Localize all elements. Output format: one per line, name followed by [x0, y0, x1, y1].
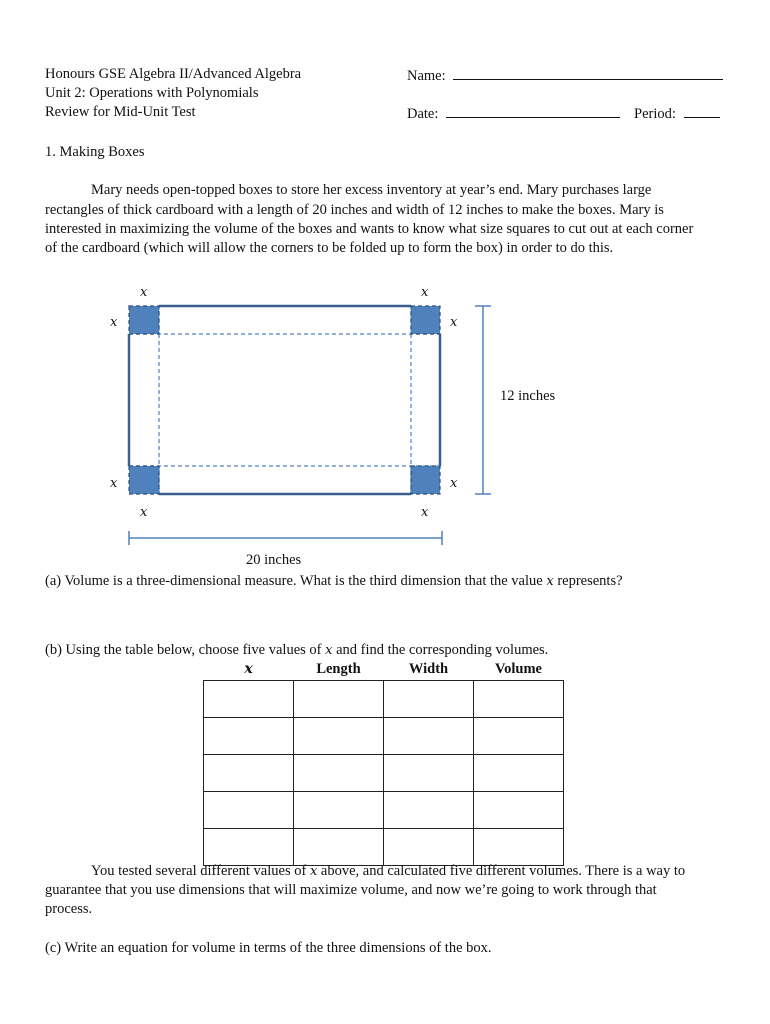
table-row — [204, 828, 564, 865]
table-cell[interactable] — [384, 717, 474, 754]
followup-text-2: above, and calculated five different volumes. There is a way to — [317, 863, 686, 879]
table-cell[interactable] — [204, 754, 294, 791]
fold-lines — [129, 306, 440, 494]
x-label-top-left: x — [140, 285, 148, 300]
x-label-bottom-right: x — [421, 505, 429, 520]
corner-square-top-right — [411, 306, 440, 334]
table-cell[interactable] — [204, 828, 294, 865]
question-a-var: x — [546, 574, 554, 589]
intro-line-3: interested in maximizing the volume of the boxes and wants to know what size squares to cut out at each corner — [45, 221, 694, 237]
problem-heading: 1. Making Boxes — [45, 144, 145, 160]
table-row — [204, 791, 564, 828]
intro-line-2: rectangles of thick cardboard with a length of 20 inches and width of 12 inches to make the boxes. Mary is — [45, 202, 664, 218]
date-label: Date: — [407, 106, 439, 122]
followup-line-2: guarantee that you use dimensions that will maximize volume, and now we’re going to work through that — [45, 882, 657, 898]
table-cell[interactable] — [474, 754, 564, 791]
review-title: Review for Mid-Unit Test — [45, 104, 196, 120]
question-b-text-1: (b) Using the table below, choose five values of — [45, 642, 326, 658]
question-a-text-1: (a) Volume is a three-dimensional measure. What is the third dimension that the value — [45, 573, 547, 589]
length-dimension-line — [129, 531, 442, 545]
intro-line-1: Mary needs open-topped boxes to store her excess inventory at year’s end. Mary purchases large — [91, 182, 652, 198]
course-title: Honours GSE Algebra II/Advanced Algebra — [45, 66, 302, 82]
followup-line-1 — [91, 862, 685, 882]
width-label: 12 inches — [500, 388, 556, 404]
followup-text-1: You tested several different values of — [91, 863, 310, 879]
column-header-length: Length — [316, 661, 361, 677]
followup-var: x — [309, 864, 318, 879]
question-a-text-2: represents? — [553, 573, 623, 589]
table-cell[interactable] — [474, 717, 564, 754]
table-cell[interactable] — [294, 791, 384, 828]
unit-title: Unit 2: Operations with Polynomials — [45, 85, 259, 101]
table-cell[interactable] — [204, 680, 294, 717]
x-label-right-bottom: x — [450, 476, 458, 491]
corner-square-bottom-left — [129, 466, 159, 494]
table-cell[interactable] — [384, 828, 474, 865]
name-label: Name: — [407, 68, 446, 84]
period-label: Period: — [634, 106, 676, 122]
table-row — [204, 680, 564, 717]
table-cell[interactable] — [474, 791, 564, 828]
width-dimension-line — [475, 306, 491, 494]
question-b — [45, 641, 548, 661]
x-label-right-top: x — [450, 315, 458, 330]
x-label-left-top: x — [110, 315, 118, 330]
intro-line-4: of the cardboard (which will allow the corners to be folded up to form the box) in order to do this. — [45, 240, 614, 256]
table-cell[interactable] — [294, 717, 384, 754]
table-cell[interactable] — [294, 828, 384, 865]
table-cell[interactable] — [384, 680, 474, 717]
table-cell[interactable] — [204, 717, 294, 754]
volume-table — [203, 660, 564, 866]
question-b-text-2: and find the corresponding volumes. — [332, 642, 549, 658]
column-header-volume: Volume — [495, 661, 542, 677]
followup-line-3: process. — [45, 901, 93, 917]
question-a — [45, 572, 623, 592]
x-label-top-right: x — [421, 285, 429, 300]
table-cell[interactable] — [384, 754, 474, 791]
column-header-x: x — [244, 661, 253, 677]
question-c: (c) Write an equation for volume in terms of the three dimensions of the box. — [45, 940, 492, 956]
table-cell[interactable] — [294, 754, 384, 791]
table-cell[interactable] — [384, 791, 474, 828]
x-label-left-bottom: x — [110, 476, 118, 491]
table-row — [204, 754, 564, 791]
table-cell[interactable] — [474, 828, 564, 865]
length-label: 20 inches — [246, 552, 302, 568]
table-cell[interactable] — [294, 680, 384, 717]
x-label-bottom-left: x — [140, 505, 148, 520]
table-row — [204, 717, 564, 754]
table-cell[interactable] — [204, 791, 294, 828]
column-header-width: Width — [408, 661, 449, 677]
corner-square-bottom-right — [411, 466, 440, 494]
corner-square-top-left — [129, 306, 159, 334]
table-header-row — [204, 660, 564, 680]
question-b-var: x — [325, 643, 333, 658]
table-cell[interactable] — [474, 680, 564, 717]
